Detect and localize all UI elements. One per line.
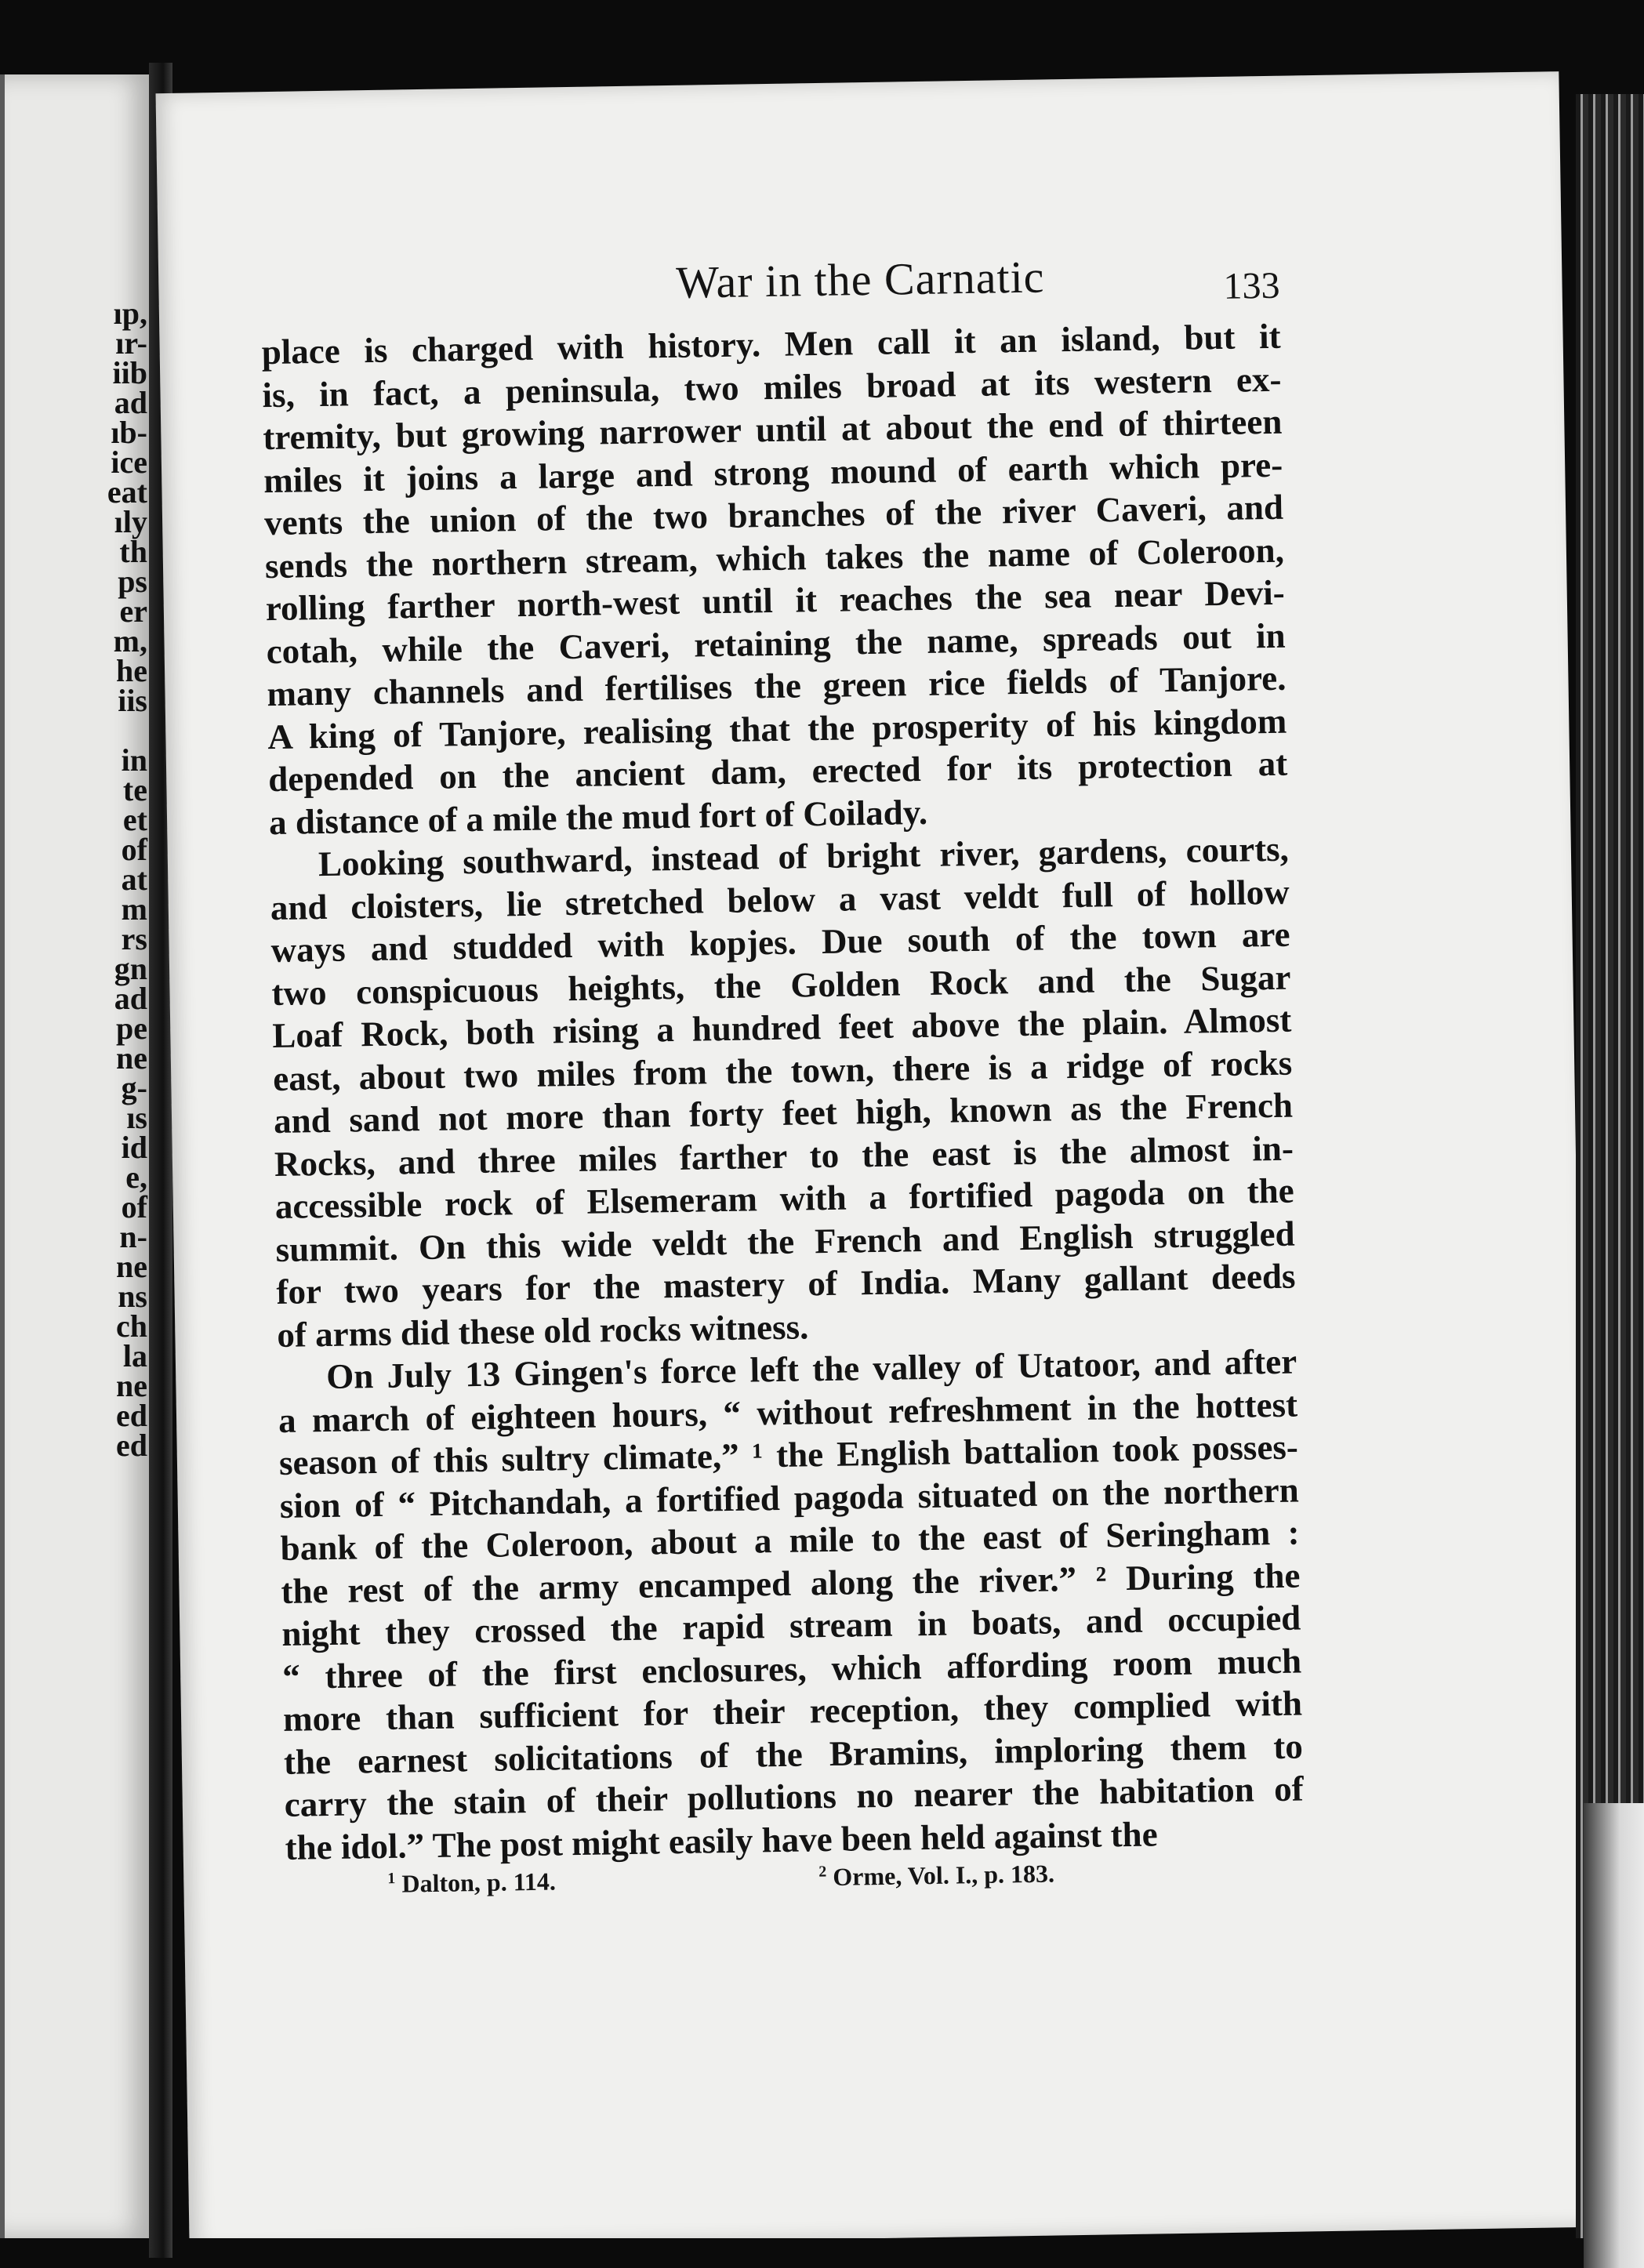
text-line: for two years for the mastery of India. Many gallant deeds [276,1256,1296,1312]
margin-fragment: e, [125,1159,147,1195]
margin-fragment: ıb- [111,415,147,450]
running-title: War in the Carnatic [675,251,1045,308]
text-line: miles it joins a large and strong mound of earth which pre- [263,445,1283,500]
right-page-curl [1584,1803,1644,2268]
paragraph [261,315,1288,844]
margin-fragment: er [119,593,147,629]
margin-fragment: iib [112,355,147,390]
text-line: two conspicuous heights, the Golden Rock and the Sugar [271,957,1291,1013]
margin-fragment: ır- [115,325,147,361]
margin-fragment: ne [116,1040,147,1076]
margin-fragment: ıly [114,504,147,539]
left-page-edge [0,74,5,2238]
left-facing-page [0,74,149,2238]
margin-fragment: m, [113,623,147,659]
text-line: “ three of the first enclosures, which affording room much [281,1641,1302,1696]
margin-fragment: rs [121,921,147,956]
body-text [261,315,1305,1869]
text-line: cotah, while the Caveri, retaining the name, spreads out in [266,615,1286,671]
margin-fragment: ne [116,1368,147,1403]
text-line: season of this sultry climate,” ¹ the English battalion took posses- [278,1427,1299,1482]
text-line: accessible rock of Elsemeram with a fortified pagoda on the [274,1170,1295,1227]
text-line: east, about two miles from the town, there is a ridge of rocks [272,1043,1293,1098]
text-line: the idol.” The post might easily have been held against the [285,1813,1158,1867]
margin-fragment: n- [119,1219,147,1254]
margin-fragment: ad [114,981,147,1016]
margin-fragment: la [122,1338,147,1374]
text-line: place is charged with history. Men call it an island, but it [261,316,1281,372]
margin-fragment: gn [114,951,147,986]
text-line: carry the stain of their pollutions no nearer the habitation of [284,1769,1305,1824]
text-line: the earnest solicitations of the Bramins, imploring them to [283,1726,1304,1782]
margin-fragment: m [121,891,147,927]
margin-fragment: he [116,653,147,688]
paragraph [270,828,1297,1356]
text-line: ways and studded with kopjes. Due south of the town are [270,914,1290,971]
margin-fragment: g- [121,1070,147,1105]
text-line: depended on the ancient dam, erected for its protection at [267,743,1288,800]
margin-fragment: eat [107,474,147,510]
margin-fragment: ne [116,1249,147,1284]
margin-fragment: at [121,862,147,897]
text-line: a distance of a mile the mud fort of Coilady. [268,792,928,842]
page-number: 133 [1223,264,1280,307]
margin-fragment: of [121,832,147,867]
text-line: Looking southward, instead of bright river, gardens, courts, [318,829,1290,884]
footnote-2: $^2$ Orme, Vol. I., p. 183. [818,1859,1055,1891]
margin-fragment: te [122,772,147,807]
margin-fragment: ıs [126,1100,147,1135]
text-line: sion of “ Pitchandah, a fortified pagoda situated on the northern [279,1470,1300,1526]
margin-fragment: pe [116,1011,147,1046]
text-line: Loaf Rock, both rising a hundred feet above the plain. Almost [272,1000,1292,1056]
text-line: many channels and fertilises the green rice fields of Tanjore. [267,658,1287,714]
text-line: bank of the Coleroon, about a mile to the east of Seringham : [280,1512,1300,1568]
text-line: tremity, but growing narrower until at about the end of thirteen [263,401,1283,458]
text-line: and sand not more than forty feet high, known as the French [273,1085,1294,1141]
text-line: a march of eighteen hours, “ without refreshment in the hottest [278,1384,1298,1440]
bottom-shadow [172,2238,1584,2268]
margin-fragment: iis [118,683,147,718]
text-line: A king of Tanjore, realising that the prosperity of his kingdom [267,701,1287,757]
margin-fragment: ns [118,1279,147,1314]
text-line: is, in fact, a peninsula, two miles broad at its western ex- [262,359,1282,415]
margin-fragment: ps [118,564,147,599]
text-line: more than sufficient for their reception, they complied with [282,1683,1303,1739]
margin-fragment: th [119,534,147,569]
text-line: On July 13 Gingen's force left the valley of Utatoor, and after [325,1341,1297,1397]
margin-fragment: of [121,1189,147,1225]
margin-fragment: ice [111,445,147,480]
margin-fragment: ed [116,1428,147,1463]
text-line: night they crossed the rapid stream in boats, and occupied [281,1598,1301,1653]
text-line: rolling farther north-west until it reaches the sea near Devi- [265,572,1286,629]
margin-fragment: ıp, [113,296,147,331]
text-line: of arms did these old rocks witness. [277,1306,809,1355]
text-line: and cloisters, lie stretched below a vast veldt full of hollow [270,872,1290,927]
paragraph [278,1341,1305,1869]
text-line: summit. On this wide veldt the French and English struggled [275,1214,1295,1269]
margin-fragment: et [122,802,147,837]
text-line: Rocks, and three miles farther to the east is the almost in- [274,1128,1294,1184]
text-line: the rest of the army encamped along the river.” ² During the [281,1555,1301,1611]
footnote-1: $^1$ Dalton, p. 114. [387,1867,557,1898]
text-line: vents the union of the two branches of the river Caveri, and [263,487,1284,543]
margin-fragment: ch [116,1308,147,1344]
text-line: sends the northern stream, which takes the name of Coleroon, [264,530,1285,586]
margin-fragment: ad [114,385,147,420]
main-page [156,71,1593,2249]
margin-fragment: id [121,1130,147,1165]
margin-fragment: ed [116,1398,147,1433]
margin-fragment: in [121,742,147,778]
